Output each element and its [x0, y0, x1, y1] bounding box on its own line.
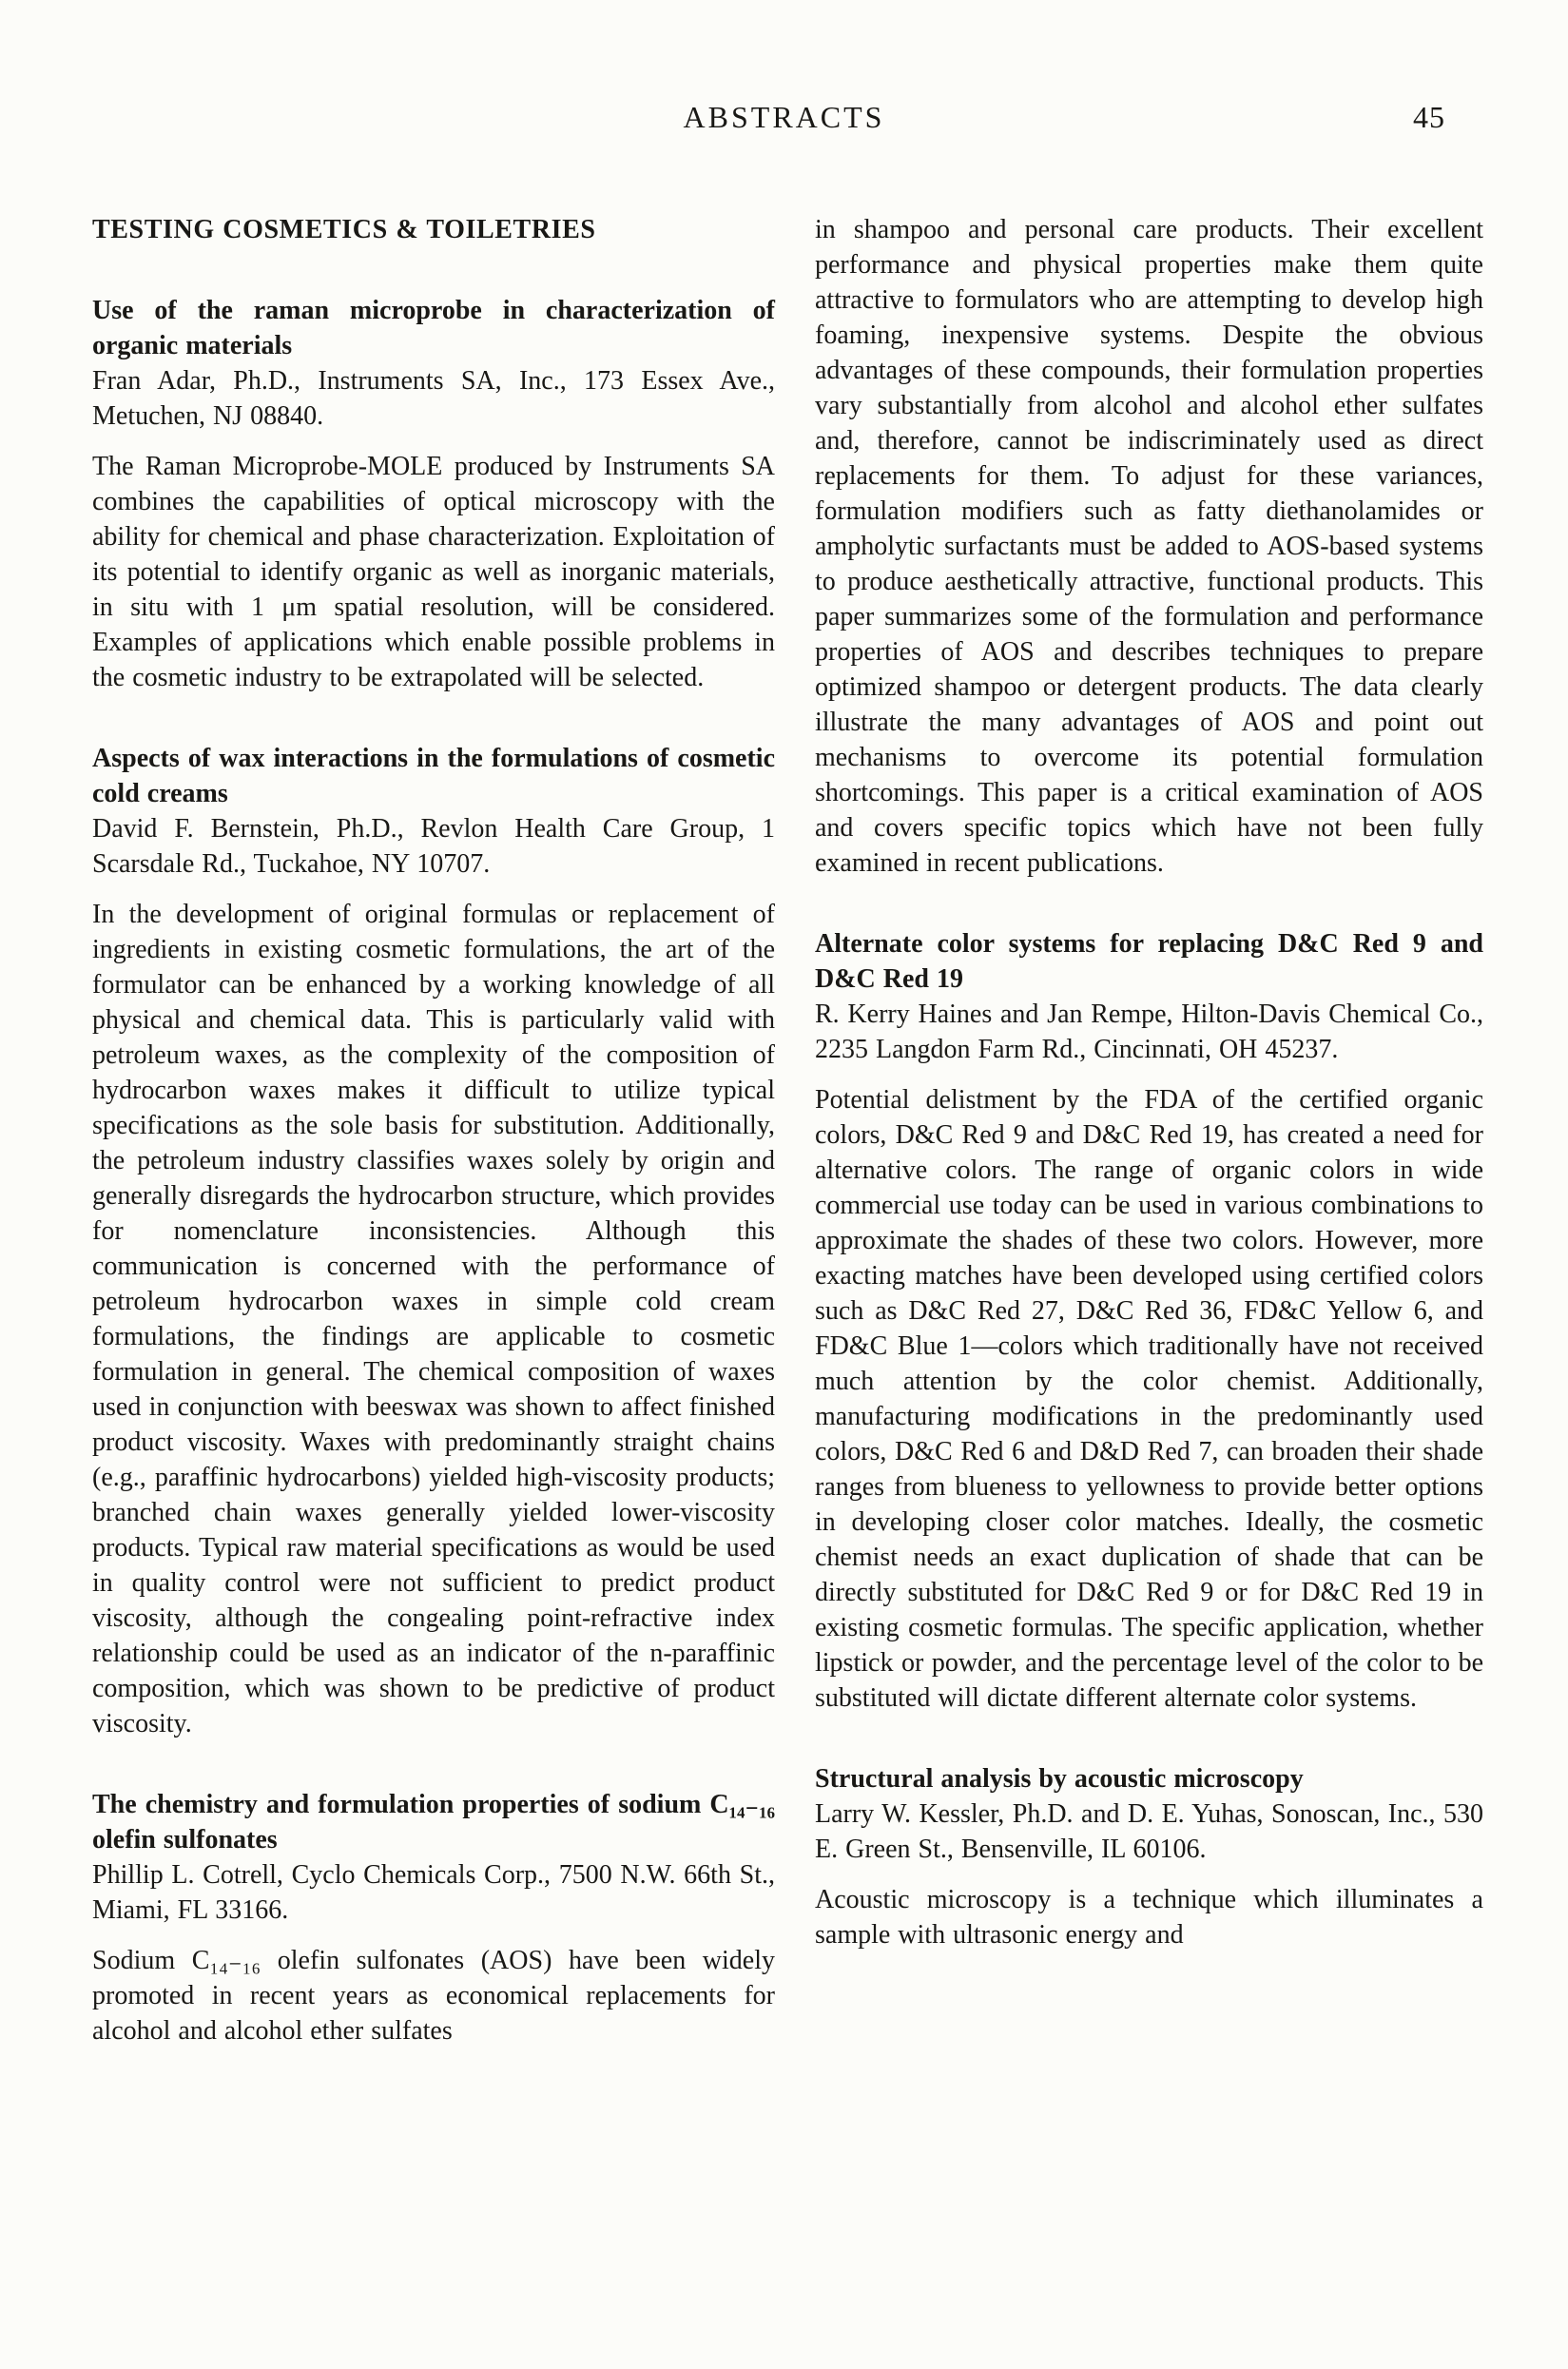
- section-heading: TESTING COSMETICS & TOILETRIES: [92, 215, 596, 244]
- abstract-raman-microprobe: [92, 293, 775, 695]
- abstract-authors: Fran Adar, Ph.D., Instruments SA, Inc., 173 Essex Ave., Metuchen, NJ 08840.: [92, 366, 775, 431]
- abstract-body: Sodium C₁₄₋₁₆ olefin sulfonates (AOS) have been widely promoted in recent years as economical replacements for alcohol and alcohol ether sulfates: [92, 1946, 775, 2046]
- abstract-title: Alternate color systems for replacing D&C Red 9 and D&C Red 19: [815, 929, 1483, 994]
- abstract-title: Aspects of wax interactions in the formulations of cosmetic cold creams: [92, 744, 775, 808]
- abstract-wax-interactions: [92, 741, 775, 1741]
- abstract-body: The Raman Microprobe-MOLE produced by Instruments SA combines the capabilities of optical microscopy with the ability for chemical and phase characterization. Exploitation of its potential to identify organic as well as inorganic materials, in situ with 1 μm spatial resolution, will be considered. Examples of applications which enable possible problems in the cosmetic industry to be extrapolated will be selected.: [92, 452, 775, 692]
- abstract-acoustic-microscopy: [815, 1761, 1483, 1952]
- abstract-authors: David F. Bernstein, Ph.D., Revlon Health Care Group, 1 Scarsdale Rd., Tuckahoe, NY 10707.: [92, 814, 775, 879]
- abstract-body: In the development of original formulas or replacement of ingredients in existing cosmetic formulations, the art of the formulator can be enhanced by a working knowledge of all physical and chemical data. This is particularly valid with petroleum waxes, as the complexity of the composition of hydrocarbon waxes makes it difficult to utilize typical specifications as the sole basis for substitution. Additionally, the petroleum industry classifies waxes solely by origin and generally disregards the hydrocarbon structure, which provides for nomenclature inconsistencies. Although this communication is concerned with the performance of petroleum hydrocarbon waxes in simple cold cream formulations, the findings are applicable to cosmetic formulation in general. The chemical composition of waxes used in conjunction with beeswax was shown to affect finished product viscosity. Waxes with predominantly straight chains (e.g., paraffinic hydrocarbons) yielded high-viscosity products; branched chain waxes generally yielded lower-viscosity products. Typical raw material specifications as would be used in quality control were not sufficient to predict product viscosity, although the congealing point-refractive index relationship could be used as an indicator of the n-paraffinic composition, which was shown to be predictive of product viscosity.: [92, 900, 775, 1738]
- two-column-layout: [0, 212, 1568, 2049]
- abstract-title: The chemistry and formulation properties of sodium C₁₄₋₁₆ olefin sulfonates: [92, 1790, 775, 1854]
- abstract-body-continuation: in shampoo and personal care products. Their excellent performance and physical properties make them quite attractive to formulators who are attempting to develop high foaming, inexpensive systems. Despite the obvious advantages of these compounds, their formulation properties vary substantially from alcohol and alcohol ether sulfates and, therefore, cannot be indiscriminately used as direct replacements for them. To adjust for these variances, formulation modifiers such as fatty diethanolamides or ampholytic surfactants must be added to AOS-based systems to produce aesthetically attractive, functional products. This paper summarizes some of the formulation and performance properties of AOS and describes techniques to prepare optimized shampoo or detergent products. The data clearly illustrate the many advantages of AOS and point out mechanisms to overcome its potential formulation shortcomings. This paper is a critical examination of AOS and covers specific topics which have not been fully examined in recent publications.: [815, 215, 1483, 878]
- abstract-body: Potential delistment by the FDA of the certified organic colors, D&C Red 9 and D&C Red 19, has created a need for alternative colors. The range of organic colors in wide commercial use today can be used in various combinations to approximate the shades of these two colors. However, more exacting matches have been developed using certified colors such as D&C Red 27, D&C Red 36, FD&C Yellow 6, and FD&C Blue 1—colors which traditionally have not received much attention by the color chemist. Additionally, manufacturing modifications in the predominantly used colors, D&C Red 6 and D&D Red 7, can broaden their shade ranges from blueness to yellowness to provide better options in developing closer color matches. Ideally, the cosmetic chemist needs an exact duplication of shade that can be directly substituted for D&C Red 9 or for D&C Red 19 in existing cosmetic formulas. The specific application, whether lipstick or powder, and the percentage level of the color to be substituted will dictate different alternate color systems.: [815, 1085, 1483, 1713]
- abstract-title: Structural analysis by acoustic microscopy: [815, 1764, 1304, 1794]
- page-header: [0, 98, 1568, 136]
- left-column: [92, 212, 775, 2049]
- abstract-olefin-sulfonates: [92, 1787, 775, 2049]
- abstract-body: Acoustic microscopy is a technique which illuminates a sample with ultrasonic energy and: [815, 1885, 1483, 1950]
- right-column: [815, 212, 1483, 2049]
- running-title: ABSTRACTS: [683, 100, 885, 134]
- abstract-alternate-color-systems: [815, 926, 1483, 1716]
- abstract-authors: Phillip L. Cotrell, Cyclo Chemicals Corp., 7500 N.W. 66th St., Miami, FL 33166.: [92, 1860, 775, 1925]
- abstract-title: Use of the raman microprobe in characterization of organic materials: [92, 296, 775, 360]
- abstract-authors: R. Kerry Haines and Jan Rempe, Hilton-Davis Chemical Co., 2235 Langdon Farm Rd., Cincinnati, OH 45237.: [815, 1000, 1483, 1064]
- page-number: 45: [1413, 100, 1445, 134]
- abstract-authors: Larry W. Kessler, Ph.D. and D. E. Yuhas, Sonoscan, Inc., 530 E. Green St., Bensenville, IL 60106.: [815, 1799, 1483, 1864]
